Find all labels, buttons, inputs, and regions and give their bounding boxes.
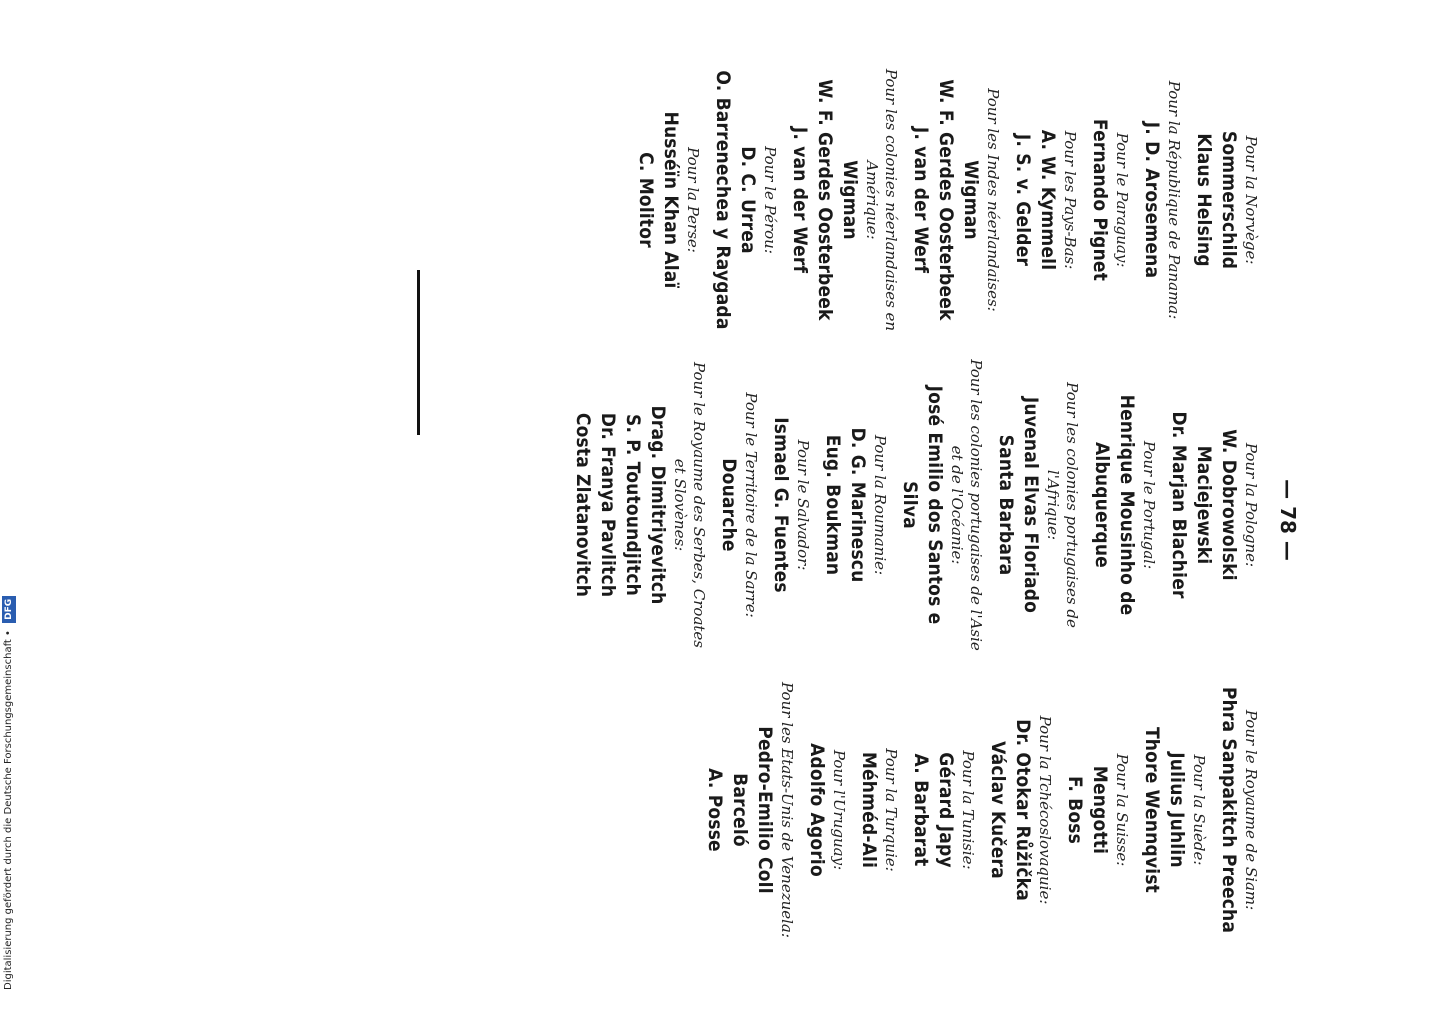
dfg-logo: DFG — [2, 596, 16, 623]
signatory-name: Klaus Helsing — [1193, 133, 1215, 267]
signatory-entry — [633, 50, 702, 350]
country-heading: Pour les colonies néerlandaises en Amérique: — [863, 68, 900, 332]
country-heading: Pour le Territoire de la Sarre: — [742, 392, 760, 618]
signatory-name: Václav Kučera — [987, 741, 1009, 879]
signatory-name: A. Posse — [704, 768, 726, 852]
country-heading: Pour le Portugal: — [1140, 440, 1158, 570]
signatory-name: Méhméd-Ali — [858, 751, 880, 869]
closing-rule — [417, 270, 420, 435]
signatory-entry — [1010, 50, 1079, 350]
signatory-name: Fernando Pignet — [1089, 118, 1111, 282]
signatory-name: Juvenal Elvas Floriado Santa Barbara — [995, 396, 1042, 614]
country-heading: Pour la Suède: — [1190, 754, 1208, 866]
signatory-name: Dr. Franya Pavlitch — [597, 412, 619, 598]
signatory-column-2 — [562, 355, 1260, 655]
signatory-entry — [716, 355, 760, 655]
country-heading: Pour la Pologne: — [1242, 442, 1260, 568]
country-heading: Pour les Etats-Unis de Venezuela: — [778, 682, 796, 938]
country-heading: Pour les colonies portugaises de l'Afrique: — [1044, 382, 1081, 628]
signatory-entry — [710, 50, 779, 350]
funding-note — [2, 0, 16, 990]
signatory-entry — [985, 660, 1054, 960]
country-heading: Pour les Pays-Bas: — [1061, 130, 1079, 270]
page-number: — 78 — — [1276, 479, 1300, 561]
signatory-entry — [1139, 660, 1208, 960]
signatory-name: Gérard Japy — [935, 752, 957, 868]
signatory-name: José Emilio dos Santos e Silva — [899, 385, 946, 625]
signatory-name: W. F. Gerdes Oosterbeek — [935, 79, 957, 321]
signatory-name: Thore Wennqvist — [1141, 726, 1163, 894]
signatory-name: Dr. Marjan Blachier — [1168, 411, 1190, 599]
signatory-name: Ismael G. Fuentes — [770, 417, 792, 593]
signatory-entry — [1216, 660, 1260, 960]
country-heading: Pour la Turquie: — [882, 748, 900, 872]
signatory-name: Wigman — [960, 160, 982, 240]
country-heading: Pour la Tchécoslovaquie: — [1036, 715, 1054, 905]
signatory-name: Costa Zlatanovitch — [572, 412, 594, 598]
signatory-entry — [993, 355, 1081, 655]
funding-note-text: Digitalisierung gefördert durch die Deutsche Forschungsgemeinschaft • — [3, 630, 14, 990]
signatory-entry — [1087, 50, 1131, 350]
signatory-name: W. Dobrowolski — [1218, 429, 1240, 581]
signatory-entry — [856, 660, 900, 960]
signatory-entry — [787, 50, 900, 350]
signatory-entry — [908, 660, 977, 960]
signatory-name: S. P. Toutoundjitch — [622, 413, 644, 597]
signatory-entry — [702, 660, 796, 960]
signatory-name: J. D. Arosemena — [1141, 121, 1163, 279]
country-heading: Pour la Perse: — [684, 147, 702, 253]
signatory-entry — [1062, 660, 1131, 960]
country-heading: Pour les colonies portugaises de l'Asie et de l'Océanie: — [948, 359, 985, 651]
signatory-entry — [908, 50, 1002, 350]
signatory-name: W. F. Gerdes Oosterbeek — [814, 79, 836, 321]
signatory-name: Adolfo Agorio — [806, 743, 828, 877]
signatory-entry — [1166, 355, 1260, 655]
signatory-name: Husséïn Khan Alaï — [660, 111, 682, 289]
country-heading: Pour les Indes néerlandaises: — [984, 88, 1002, 312]
signatory-name: C. Molitor — [635, 152, 657, 248]
rotated-document-page — [400, 20, 1300, 1020]
signatory-entry — [804, 660, 848, 960]
country-heading: Pour la Norvège: — [1242, 135, 1260, 265]
country-heading: Pour la Roumanie: — [871, 434, 889, 576]
country-heading: Pour la Suisse: — [1113, 753, 1131, 867]
signatory-name: Pedro-Emilio Coll — [754, 726, 776, 894]
signatory-name: O. Barrenechea y Raygada — [712, 70, 734, 330]
signatory-entry — [1139, 50, 1183, 350]
signatory-name: D. G. Marinescu — [847, 427, 869, 583]
country-heading: Pour l'Uruguay: — [830, 749, 848, 871]
signatory-name: A. W. Kymmell — [1037, 129, 1059, 271]
signatory-entry — [570, 355, 708, 655]
country-heading: Pour la République de Panama: — [1165, 80, 1183, 320]
signatory-entry — [768, 355, 812, 655]
signatory-name: J. S. v. Gelder — [1012, 133, 1034, 267]
signatory-entry — [897, 355, 985, 655]
country-heading: Pour le Royaume des Serbes, Croates et Slovènes: — [671, 361, 708, 649]
signatory-name: Henrique Mousinho de Albuquerque — [1091, 394, 1138, 616]
signatory-name: F. Boss — [1064, 775, 1086, 845]
signatory-name: Mengotti — [1089, 765, 1111, 855]
signatory-name: Drag. Dimitriyevitch — [647, 405, 669, 605]
signatory-name: Phra Sanpakitch Preecha — [1218, 686, 1240, 934]
signatory-column-1 — [625, 50, 1260, 350]
signatory-name: Dr. Otokar Růžička — [1012, 719, 1034, 901]
signatory-entry — [1089, 355, 1158, 655]
signatory-name: J. van der Werf — [789, 126, 811, 274]
signatory-entry — [1191, 50, 1260, 350]
signatory-name: J. van der Werf — [910, 126, 932, 274]
country-heading: Pour la Tunisie: — [959, 750, 977, 870]
signatory-name: Eug. Boukman — [822, 434, 844, 576]
signatory-name: Julius Juhlin — [1166, 752, 1188, 868]
signatory-entry — [820, 355, 889, 655]
signatory-name: Sommerschild — [1218, 130, 1240, 270]
signatory-name: Wigman — [839, 160, 861, 240]
country-heading: Pour le Pérou: — [761, 146, 779, 254]
country-heading: Pour le Paraguay: — [1113, 132, 1131, 268]
signatory-column-3 — [694, 660, 1260, 960]
signatory-name: Douarche — [718, 458, 740, 552]
country-heading: Pour le Royaume de Siam: — [1242, 709, 1260, 911]
signatory-name: Maciejewski — [1193, 445, 1215, 565]
signatory-name: Barceló — [729, 773, 751, 847]
country-heading: Pour le Salvador: — [794, 439, 812, 571]
signatory-name: D. C. Urrea — [737, 146, 759, 254]
signatory-name: A. Barbarat — [910, 753, 932, 867]
